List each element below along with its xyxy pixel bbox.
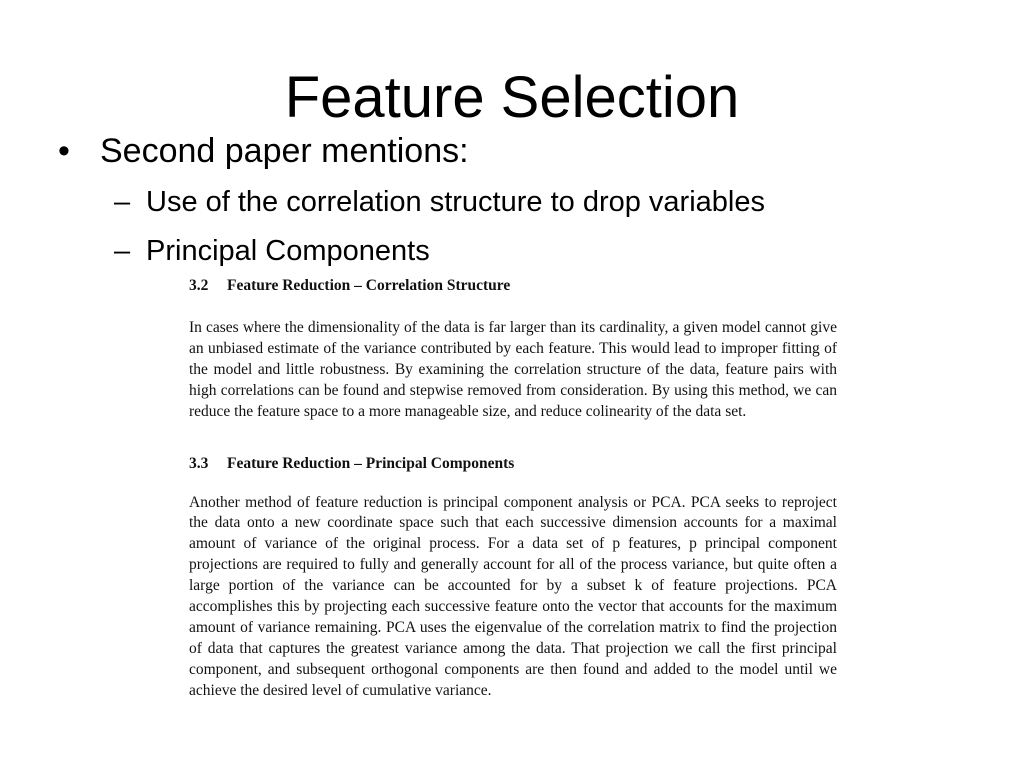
sub-bullet-marker: – (114, 235, 131, 267)
section-heading-text: Feature Reduction – Principal Components (227, 454, 515, 472)
sub-bullet-item (114, 231, 430, 271)
section-paragraph: In cases where the dimensionality of the data is far larger than its cardinality, a given model cannot give an unbiased estimate of the variance contributed by each feature. This would lead to improper fitting of the model and little robustness. By examining the correlation structure of the data, feature pairs with high correlations can be found and stepwise removed from consideration. By using this method, we can reduce the feature space to a more manageable size, and reduce colinearity of the data set. (189, 319, 837, 420)
sub-bullet-item (114, 182, 765, 222)
sub-bullet-marker: – (114, 186, 131, 218)
section-number: 3.3 (189, 454, 209, 472)
bullet-marker: • (58, 132, 70, 170)
bullet-text: Second paper mentions: (100, 132, 469, 170)
sub-bullet-text: Use of the correlation structure to drop variables (146, 186, 765, 218)
section-heading (189, 452, 837, 476)
section-heading-text: Feature Reduction – Correlation Structure (227, 277, 511, 294)
bullet-item (58, 128, 469, 174)
slide-title: Feature Selection (284, 65, 740, 130)
section-number: 3.2 (189, 277, 209, 294)
section-heading (189, 274, 837, 298)
sub-bullet-text: Principal Components (146, 235, 430, 267)
paper-excerpt-image (189, 274, 837, 702)
section-paragraph: Another method of feature reduction is principal component analysis or PCA. PCA seeks to reproject the data onto a new coordinate space such that each successive dimension accounts for a maximal amount of variance of the original process. For a data set of p features, p principal component projections are required to fully and generally account for all of the process variance, but quite often a large portion of the variance can be accounted for by a subset k of feature projections. PCA accomplishes this by projecting each successive feature onto the vector that accounts for the maximum amount of variance remaining. PCA uses the eigenvalue of the correlation matrix to find the projection of data that captures the greatest variance among the data. That projection we call the first principal component, and subsequent orthogonal components are then found and added to the model until we achieve the desired level of cumulative variance. (189, 493, 837, 699)
